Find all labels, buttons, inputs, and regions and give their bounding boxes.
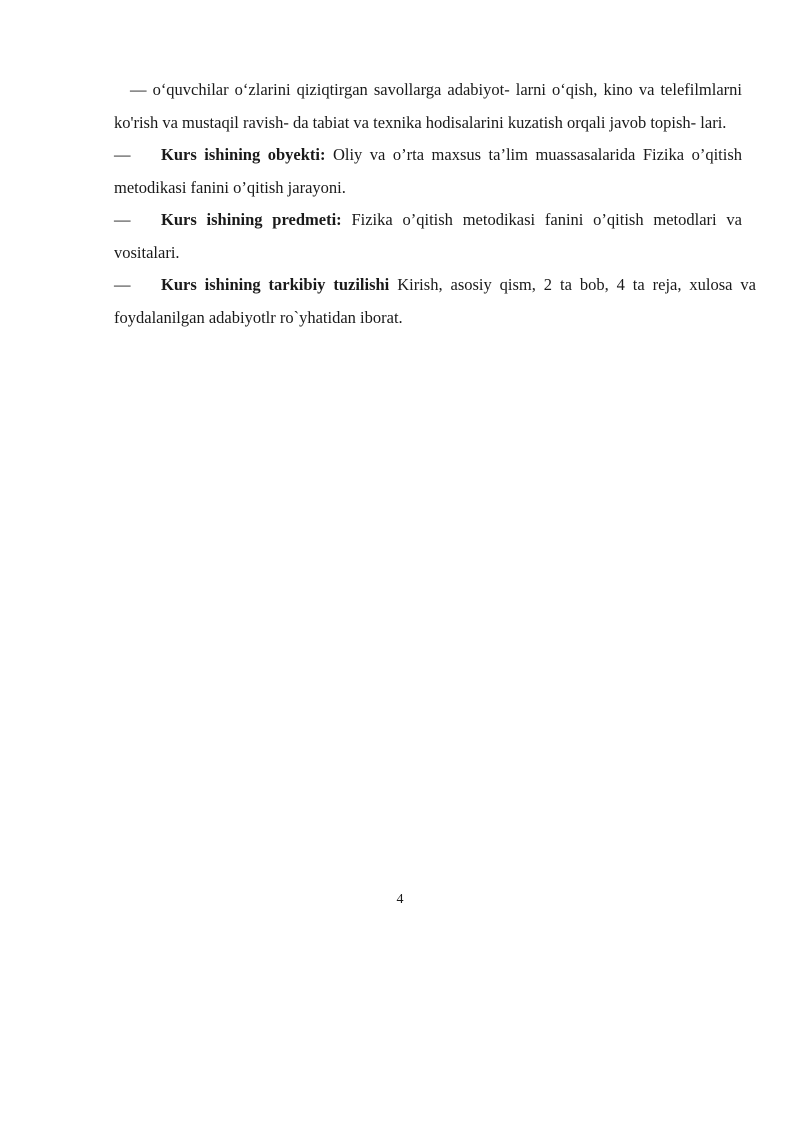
paragraph-subject [114,204,742,269]
paragraph-heading: Kurs ishining obyekti: [161,145,326,164]
paragraph-text: Fizika o’qitish metodikasi fanini o’qitish metodlari va vositalari. [114,210,742,262]
dash-bullet: — [130,80,147,99]
paragraph-structure [114,269,756,334]
paragraph-text: Kirish, asosiy qism, 2 ta bob, 4 ta reja, xulosa va foydalanilgan adabiyotlr ro`yhatidan iborat. [114,275,756,327]
paragraph-object [114,139,742,204]
dash-bullet: — [114,145,131,164]
page-number: 4 [396,892,404,907]
paragraph-learners-answers [114,74,742,139]
dash-bullet: — [114,275,131,294]
dash-bullet: — [114,210,131,229]
paragraph-text: Oliy va o’rta maxsus ta’lim muassasalarida Fizika o’qitish metodikasi fanini o’qitish jarayoni. [114,145,742,197]
document-body [114,74,756,334]
paragraph-heading: Kurs ishining tarkibiy tuzilishi [161,275,390,294]
paragraph-heading: Kurs ishining predmeti: [161,210,342,229]
paragraph-text: o‘quvchilar o‘zlarini qiziqtirgan savollarga adabiyot- larni o‘qish, kino va telefilmlarni ko'rish va mustaqil ravish- da tabiat va texnika hodisalarini kuzatish orqali javob topish- lari. [114,80,743,132]
